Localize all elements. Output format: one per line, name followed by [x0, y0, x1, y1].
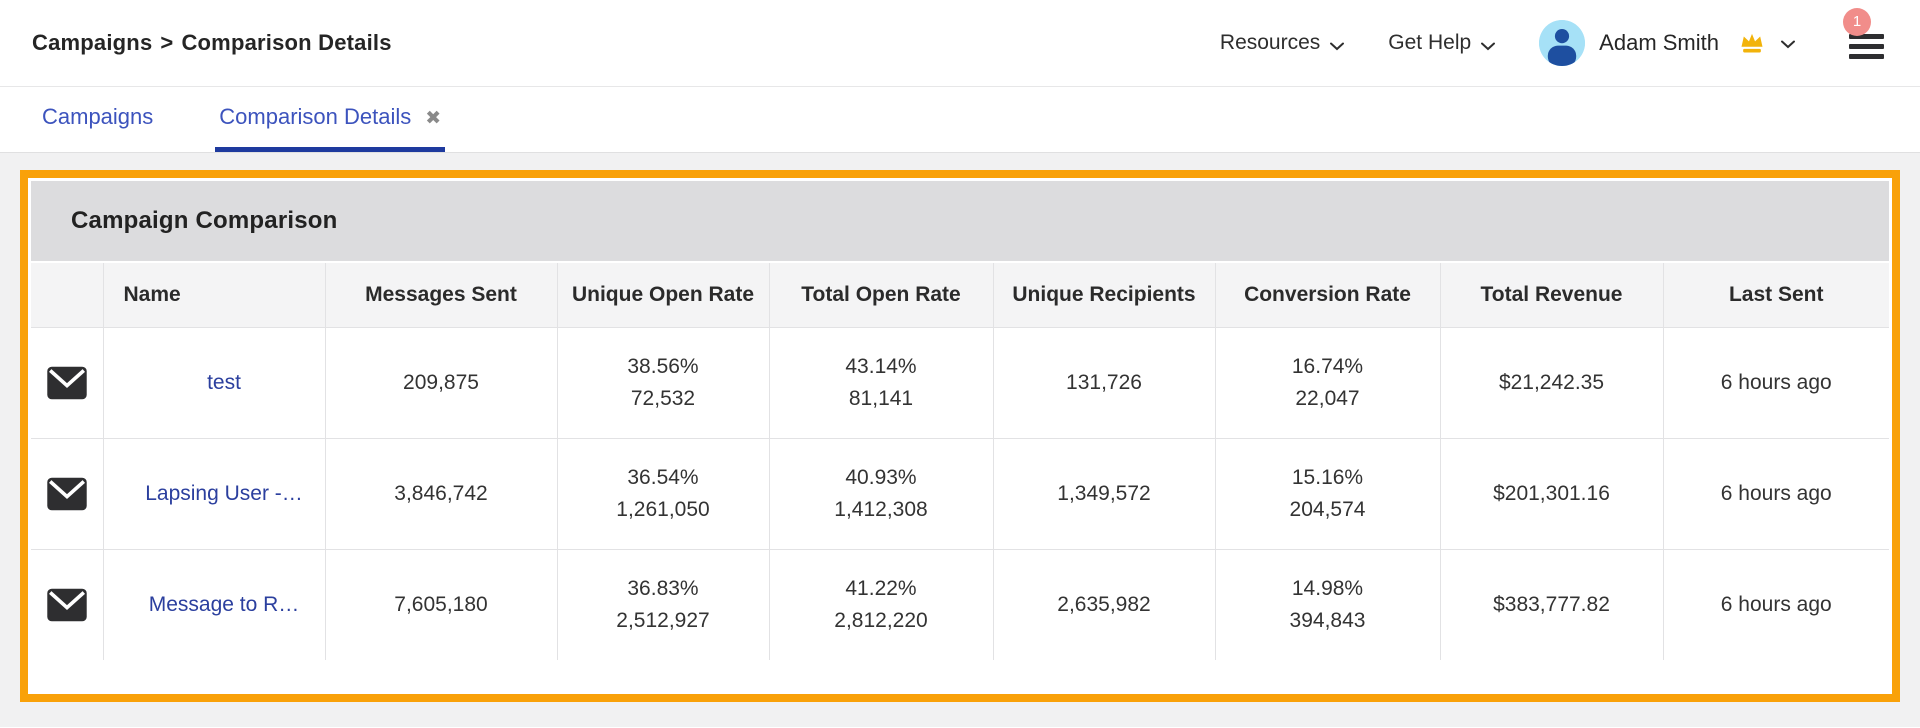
- total-open-rate-cell: 41.22% 2,812,220: [769, 549, 993, 660]
- tab-bar: [0, 87, 1920, 153]
- total-revenue-cell: $21,242.35: [1440, 327, 1663, 438]
- total-open-rate-cell: 43.14% 81,141: [769, 327, 993, 438]
- table-header-row: [31, 263, 1889, 327]
- breadcrumb-page-title: Comparison Details: [181, 30, 392, 55]
- user-name: Adam Smith: [1599, 30, 1719, 55]
- campaign-name-link[interactable]: Lapsing User -…: [145, 481, 303, 505]
- messages-sent-cell: 7,605,180: [325, 549, 557, 660]
- unique-recipients-cell: 131,726: [993, 327, 1215, 438]
- column-header-conversion-rate: Conversion Rate: [1215, 263, 1440, 327]
- crown-icon: [1737, 29, 1767, 57]
- comparison-table: [31, 263, 1889, 660]
- column-header-icon: [31, 263, 103, 327]
- column-header-total-revenue: Total Revenue: [1440, 263, 1663, 327]
- panel-title: Campaign Comparison: [71, 207, 338, 234]
- unique-open-rate-cell: 36.54% 1,261,050: [557, 438, 769, 549]
- content-area: [0, 153, 1920, 727]
- chevron-down-icon: [1781, 36, 1795, 54]
- total-revenue-cell: $383,777.82: [1440, 549, 1663, 660]
- chevron-down-icon: [1481, 33, 1495, 57]
- column-header-name: Name: [103, 263, 325, 327]
- breadcrumb: [32, 30, 392, 56]
- campaign-name-link[interactable]: Message to R…: [148, 592, 300, 616]
- campaign-comparison-panel: [20, 170, 1900, 702]
- conversion-rate-cell: 16.74% 22,047: [1215, 327, 1440, 438]
- resources-label: Resources: [1219, 31, 1321, 54]
- conversion-rate-cell: 15.16% 204,574: [1215, 438, 1440, 549]
- last-sent-cell: 6 hours ago: [1663, 327, 1889, 438]
- tab-comparison-details[interactable]: [215, 87, 445, 152]
- table-row: [31, 327, 1889, 438]
- table-row: [31, 549, 1889, 660]
- resources-menu[interactable]: [1220, 30, 1344, 57]
- column-header-last-sent: Last Sent: [1663, 263, 1889, 327]
- column-header-messages-sent: Messages Sent: [325, 263, 557, 327]
- last-sent-cell: 6 hours ago: [1663, 438, 1889, 549]
- messages-sent-cell: 3,846,742: [325, 438, 557, 549]
- tab-campaigns[interactable]: [38, 87, 157, 152]
- unique-open-rate-cell: 38.56% 72,532: [557, 327, 769, 438]
- total-open-rate-cell: 40.93% 1,412,308: [769, 438, 993, 549]
- avatar: [1539, 20, 1585, 66]
- unique-recipients-cell: 2,635,982: [993, 549, 1215, 660]
- column-header-total-open-rate: Total Open Rate: [769, 263, 993, 327]
- column-header-unique-recipients: Unique Recipients: [993, 263, 1215, 327]
- column-header-unique-open-rate: Unique Open Rate: [557, 263, 769, 327]
- email-icon: [31, 549, 103, 660]
- last-sent-cell: 6 hours ago: [1663, 549, 1889, 660]
- total-revenue-cell: $201,301.16: [1440, 438, 1663, 549]
- hamburger-menu-button[interactable]: [1849, 13, 1884, 59]
- top-header-bar: [0, 0, 1920, 87]
- notification-badge: 1: [1843, 8, 1871, 36]
- breadcrumb-separator: >: [160, 30, 174, 55]
- campaign-name-link[interactable]: test: [207, 370, 241, 394]
- close-tab-icon[interactable]: ✖: [425, 107, 442, 129]
- tab-comparison-details-label: Comparison Details: [219, 104, 412, 129]
- email-icon: [31, 438, 103, 549]
- panel-header: [31, 181, 1889, 261]
- conversion-rate-cell: 14.98% 394,843: [1215, 549, 1440, 660]
- chevron-down-icon: [1330, 33, 1344, 57]
- breadcrumb-campaigns[interactable]: Campaigns: [32, 30, 153, 55]
- top-nav: [1219, 13, 1884, 66]
- table-row: [31, 438, 1889, 549]
- user-account-menu[interactable]: [1539, 20, 1795, 66]
- unique-open-rate-cell: 36.83% 2,512,927: [557, 549, 769, 660]
- get-help-menu[interactable]: [1388, 30, 1495, 57]
- unique-recipients-cell: 1,349,572: [993, 438, 1215, 549]
- messages-sent-cell: 209,875: [325, 327, 557, 438]
- get-help-label: Get Help: [1388, 31, 1472, 54]
- email-icon: [31, 327, 103, 438]
- tab-campaigns-label: Campaigns: [42, 104, 154, 129]
